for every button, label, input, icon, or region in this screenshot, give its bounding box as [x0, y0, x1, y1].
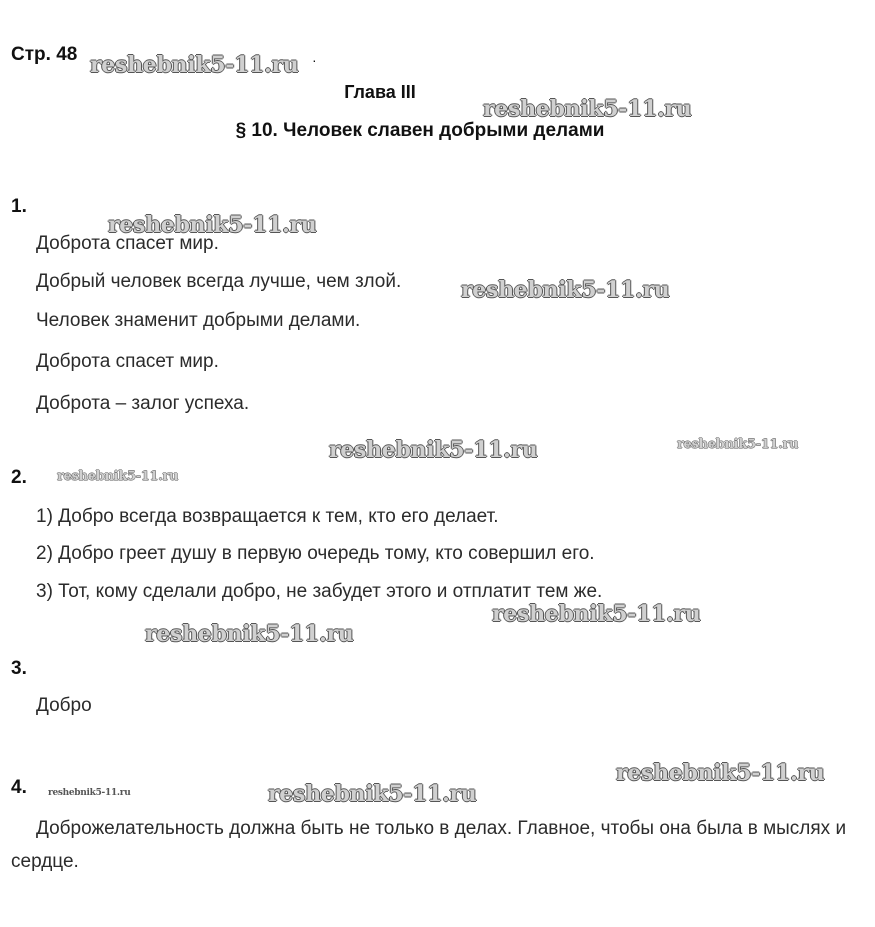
- task-2-line-1: 1) Добро всегда возвращается к тем, кто его делает.: [36, 506, 499, 527]
- task-number-4: 4.: [11, 777, 27, 798]
- chapter-title: Глава III: [344, 82, 416, 102]
- task-4-paragraph: Доброжелательность должна быть не только в делах. Главное, чтобы она была в мыслях и сердце.: [11, 818, 847, 872]
- watermark: reshebnik5-11.ru: [461, 277, 670, 303]
- watermark: reshebnik5-11.ru: [329, 437, 538, 463]
- watermark: reshebnik5-11.ru: [483, 96, 692, 122]
- task-1-line-1: Доброта спасет мир.: [36, 233, 219, 254]
- watermark: reshebnik5-11.ru: [57, 469, 179, 484]
- task-1-line-5: Доброта – залог успеха.: [36, 393, 250, 414]
- watermark: reshebnik5-11.ru: [145, 621, 354, 647]
- watermark: reshebnik5-11.ru: [48, 788, 131, 798]
- header-dot: ·: [312, 52, 317, 68]
- task-1-line-2: Добрый человек всегда лучше, чем злой.: [36, 271, 402, 292]
- section-title: § 10. Человек славен добрыми делами: [235, 120, 605, 141]
- task-2-line-3: 3) Тот, кому сделали добро, не забудет этого и отплатит тем же.: [36, 581, 603, 602]
- task-1-line-4: Доброта спасет мир.: [36, 351, 219, 372]
- watermark: reshebnik5-11.ru: [677, 437, 799, 452]
- task-number-3: 3.: [11, 658, 27, 679]
- watermark: reshebnik5-11.ru: [492, 601, 701, 627]
- task-number-1: 1.: [11, 196, 27, 217]
- watermark: reshebnik5-11.ru: [108, 212, 317, 238]
- task-2-line-2: 2) Добро греет душу в первую очередь тому, кто совершил его.: [36, 543, 595, 564]
- task-1-line-3: Человек знаменит добрыми делами.: [36, 310, 361, 331]
- watermark: reshebnik5-11.ru: [90, 52, 299, 78]
- watermark: reshebnik5-11.ru: [268, 781, 477, 807]
- task-3-line-1: Добро: [36, 695, 92, 716]
- task-number-2: 2.: [11, 467, 27, 488]
- watermark: reshebnik5-11.ru: [616, 760, 825, 786]
- page-number: Стр. 48: [11, 44, 78, 65]
